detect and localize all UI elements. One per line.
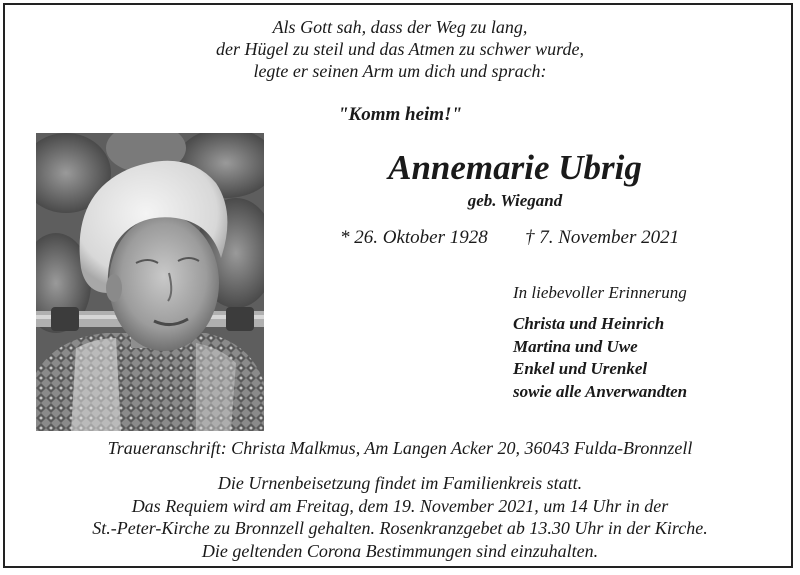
- poem-line: der Hügel zu steil und das Atmen zu schwer wurde,: [216, 39, 584, 59]
- mourner: Enkel und Urenkel: [513, 359, 648, 378]
- deceased-name: Annemarie Ubrig: [388, 148, 642, 187]
- notice-line: Das Requiem wird am Freitag, dem 19. November 2021, um 14 Uhr in der: [131, 495, 669, 516]
- birth-name: geb. Wiegand: [467, 191, 563, 210]
- quote: "Komm heim!": [337, 104, 463, 125]
- funeral-notice: [0, 472, 800, 562]
- memory-line: In liebevoller Erinnerung: [513, 283, 687, 302]
- death-date: † 7. November 2021: [525, 227, 680, 248]
- poem: [0, 16, 800, 82]
- mourner: Martina und Uwe: [513, 336, 638, 356]
- poem-line: legte er seinen Arm um dich und sprach:: [253, 61, 547, 81]
- poem-line: Als Gott sah, dass der Weg zu lang,: [272, 17, 528, 37]
- mourner: Christa und Heinrich: [513, 314, 665, 333]
- notice-line: Die geltenden Corona Bestimmungen sind einzuhalten.: [201, 540, 599, 561]
- notice-line: St.-Peter-Kirche zu Bronnzell gehalten. Rosenkranzgebet ab 13.30 Uhr in der Kirche.: [92, 518, 708, 538]
- notice-line: Die Urnenbeisetzung findet im Familienkreis statt.: [217, 473, 583, 493]
- portrait-photo: [36, 133, 264, 431]
- mourning-address: Traueranschrift: Christa Malkmus, Am Langen Acker 20, 36043 Fulda-Bronnzell: [107, 438, 693, 458]
- birth-date: * 26. Oktober 1928: [340, 227, 488, 248]
- mourner: sowie alle Anverwandten: [513, 381, 688, 401]
- mourners-list: [513, 313, 687, 403]
